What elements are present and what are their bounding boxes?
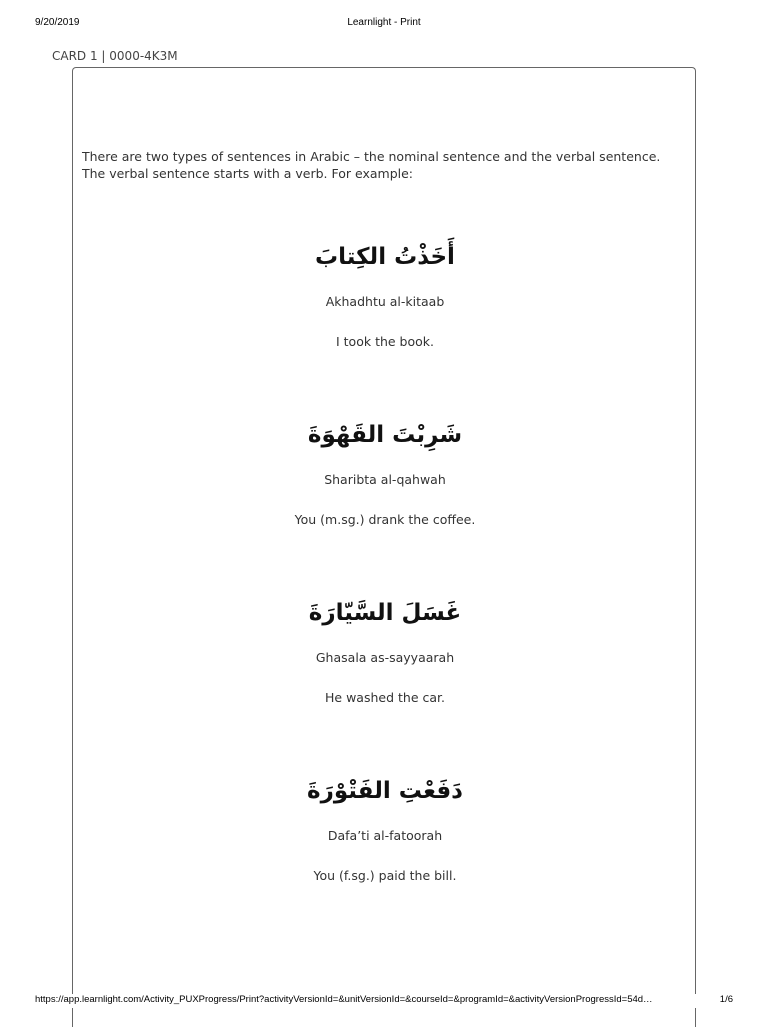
example-1 bbox=[73, 240, 697, 350]
example-3 bbox=[73, 596, 697, 706]
page-url: https://app.learnlight.com/Activity_PUXProgress/Print?activityVersionId=&unitVersionId=&courseId=&programId=&activityVersionProgressId=54d… bbox=[35, 994, 653, 1005]
page-number: 1/6 bbox=[719, 994, 733, 1005]
intro-text bbox=[82, 148, 682, 182]
lesson-card bbox=[72, 67, 696, 1027]
arabic-sentence: شَرِبْتَ القَهْوَةَ bbox=[307, 422, 463, 448]
example-4 bbox=[73, 774, 697, 884]
arabic-sentence: غَسَلَ السَّيّارَةَ bbox=[308, 600, 462, 626]
print-header bbox=[35, 17, 733, 31]
english-translation: I took the book. bbox=[336, 334, 434, 349]
card-label: CARD 1 | 0000-4K3M bbox=[52, 49, 178, 63]
english-translation: He washed the car. bbox=[325, 690, 445, 705]
transliteration: Dafa’ti al-fatoorah bbox=[327, 828, 443, 843]
arabic-sentence: دَفَعْتِ الفَتْوْرَةَ bbox=[307, 778, 463, 804]
english-translation: You (f.sg.) paid the bill. bbox=[313, 868, 457, 883]
arabic-sentence: أَخَذْتُ الكِتابَ bbox=[315, 244, 455, 270]
transliteration: Akhadhtu al-kitaab bbox=[325, 294, 445, 309]
print-footer bbox=[35, 994, 733, 1008]
intro-line-2: The verbal sentence starts with a verb. For example: bbox=[82, 166, 414, 181]
print-date: 9/20/2019 bbox=[35, 17, 80, 28]
transliteration: Sharibta al-qahwah bbox=[324, 472, 446, 487]
english-translation: You (m.sg.) drank the coffee. bbox=[294, 512, 476, 527]
transliteration: Ghasala as-sayyaarah bbox=[315, 650, 455, 665]
example-2 bbox=[73, 418, 697, 528]
print-title: Learnlight - Print bbox=[347, 17, 421, 28]
intro-line-1: There are two types of sentences in Arabic – the nominal sentence and the verbal sentence. bbox=[82, 149, 661, 164]
